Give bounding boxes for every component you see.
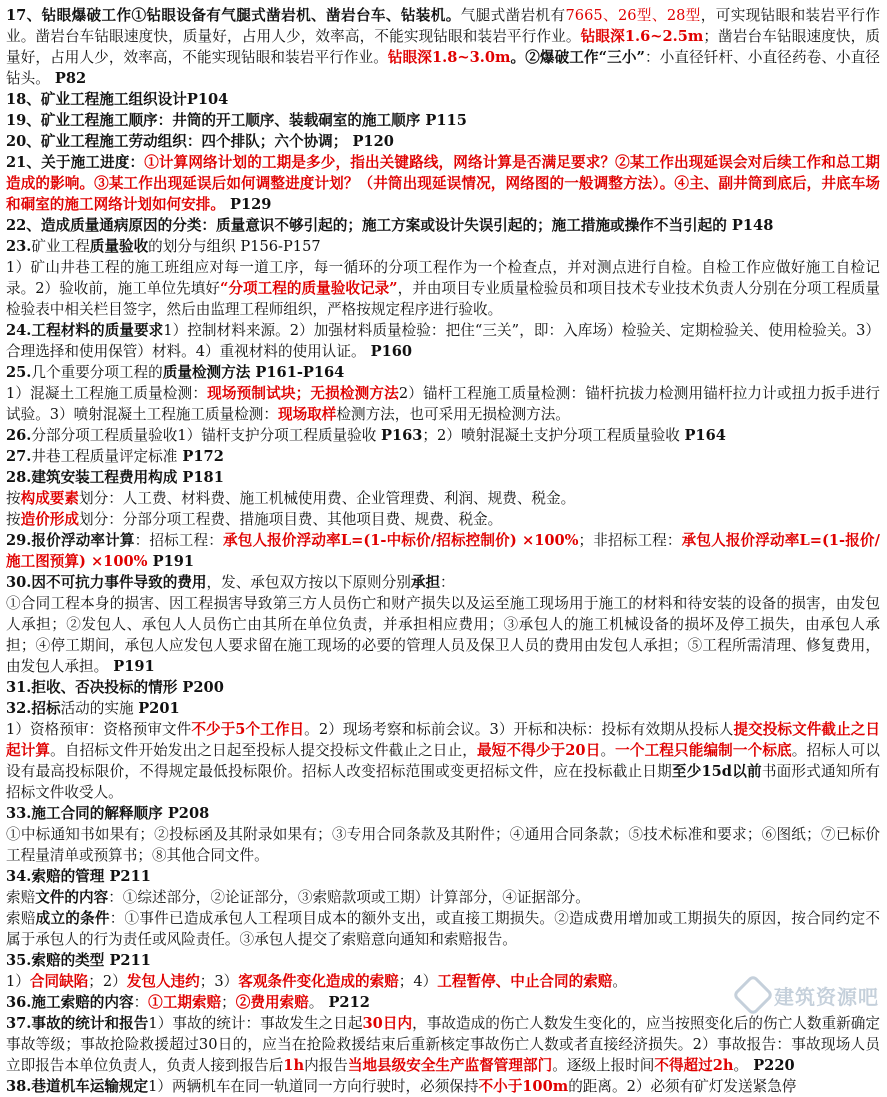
- paragraph: [6, 908, 880, 950]
- text-segment: 不得超过2h: [654, 1057, 734, 1074]
- text-segment: 施工索赔的内容: [31, 994, 134, 1011]
- page-reference: P191: [147, 553, 195, 570]
- text-segment: 27.: [6, 448, 32, 465]
- text-segment: ；2）: [88, 973, 127, 990]
- text-segment: 现场预制试块；无损检测方法: [207, 385, 399, 402]
- text-segment: 按: [6, 511, 21, 528]
- paragraph: [6, 677, 880, 698]
- text-segment: ，可实现钻眼和装岩平行作业。凿岩台车钻眼速度快，质量好，占用人少，效率高，不能实现钻眼和装岩平行作业。: [6, 7, 880, 45]
- text-segment: 17、钻眼爆破工作①钻眼设备有气腿式凿岩机、凿岩台车、钻装机。: [6, 7, 461, 24]
- text-segment: 26.: [6, 427, 32, 444]
- text-segment: 33.施工合同的解释顺序: [6, 805, 163, 822]
- page-reference: P148: [726, 217, 774, 234]
- text-segment: 客观条件变化造成的索赔: [238, 973, 399, 990]
- text-segment: 19、矿业工程施工顺序：井筒的开工顺序、装载硐室的施工顺序: [6, 112, 421, 129]
- text-segment: 。自招标文件开始发出之日起至投标人提交投标文件截止之日止，: [50, 742, 477, 759]
- paragraph: [6, 593, 880, 677]
- text-segment: ，发、承包双方按以下原则分别: [206, 574, 411, 591]
- text-segment: ：小直径钎杆、小直径药卷、小直径钻头。: [6, 49, 880, 87]
- page-reference: P212: [323, 994, 370, 1011]
- paragraph: [6, 152, 880, 215]
- text-segment: 检测方法，也可采用无损检测方法。: [336, 406, 570, 423]
- page-reference: P164: [684, 427, 726, 444]
- text-segment: ，并由项目专业质量检验员和项目技术专业技术负责人分别在分项工程质量检验表中相关栏目签字，然后由监理工程师组织，严格按规定程序进行验收。: [6, 280, 880, 318]
- text-segment: 发包人违约: [126, 973, 200, 990]
- text-segment: 承包人报价浮动率L=(1-中标价/招标控制价) ×100%: [223, 532, 579, 549]
- text-segment: 划分：分部分项工程费、措施项目费、其他项目费、规费、税金。: [79, 511, 503, 528]
- text-segment: 1）控制材料来源。2）加强材料质量检验：把住“三关”，即：入库场）检验关、定期检验关、使用检验关。3）合理选择和使用保管）材料。4）重视材料的使用认证。: [6, 322, 881, 360]
- paragraph: [6, 257, 880, 320]
- text-segment: 1）资格预审：资格预审文件: [6, 721, 192, 738]
- text-segment: 按: [6, 490, 21, 507]
- text-segment: 18、矿业工程施工组织设计P104: [6, 91, 229, 108]
- paragraph: [6, 950, 880, 971]
- text-segment: 几个重要分项工程的: [31, 364, 163, 381]
- text-segment: 内报告: [304, 1057, 348, 1074]
- text-segment: 。: [612, 973, 628, 990]
- text-segment: 的距离。2）必须有矿灯发送紧急停: [568, 1078, 797, 1095]
- text-segment: 质量验收: [89, 238, 149, 255]
- text-segment: 井巷工程质量评定标准: [31, 448, 178, 465]
- text-segment: 28.建筑安装工程费用构成: [6, 469, 178, 486]
- text-segment: ，事故造成的伤亡人数发生变化的，应当按照变化后的伤亡人数重新确定事故等级；事故抢险救援超过30日的，应当在抢险救援结束后重新核定事故伤亡人数或者直接经济损失。2）事故报告：事故现场人员立即报告本单位负责人，负责人接到报告后: [6, 1015, 881, 1074]
- paragraph: [6, 383, 880, 425]
- paragraph: [6, 467, 880, 488]
- text-segment: 32.招标: [6, 700, 61, 717]
- page-reference: P191: [108, 658, 155, 675]
- paragraph: [6, 1013, 880, 1076]
- text-segment: 承担: [410, 574, 441, 591]
- paragraph: [6, 425, 880, 446]
- text-segment: 合同缺陷: [29, 973, 89, 990]
- text-segment: 钻眼深1.6~2.5m: [580, 28, 704, 45]
- text-segment: 的划分与组织 P156-P157: [148, 238, 321, 255]
- text-segment: 30.因不可抗力事件导致的费用: [6, 574, 207, 591]
- paragraph: [6, 110, 880, 131]
- paragraph: [6, 362, 880, 383]
- text-segment: 当地县级安全生产监督管理部门: [347, 1057, 553, 1074]
- text-segment: 22、造成质量通病原因的分类：质量意识不够引起的；施工方案或设计失误引起的；施工措施或操作不当引起的: [6, 217, 727, 234]
- text-segment: ②费用索赔: [235, 994, 309, 1011]
- text-segment: 。: [733, 1057, 749, 1074]
- text-segment: 。招标人可以设有最高投标限价，不得规定最低投标限价。招标人改变招标范围或变更招标文件，应在投标截止日期: [6, 742, 880, 780]
- text-segment: ；4）: [398, 973, 438, 990]
- paragraph: [6, 971, 880, 992]
- text-segment: 提交投标文件截止之日起计算: [6, 721, 880, 759]
- text-segment: 质量检测方法: [162, 364, 251, 381]
- page-reference: P172: [177, 448, 224, 465]
- paragraph: [6, 803, 880, 824]
- text-segment: ；凿岩台车钻眼速度快，质量好，占用人少，效率高，不能实现钻眼和装岩平行作业。: [6, 28, 880, 66]
- text-segment: 不小于100m: [478, 1078, 569, 1095]
- text-segment: ①中标通知书如果有；②投标函及其附录如果有；③专用合同条款及其附件；④通用合同条款；⑤技术标准和要求；⑥图纸；⑦已标价工程量清单或预算书；⑧其他合同文件。: [6, 826, 880, 864]
- text-segment: 索赔: [6, 889, 36, 906]
- text-segment: ：招标工程：: [134, 532, 223, 549]
- text-segment: 构成要素: [20, 490, 79, 507]
- text-segment: 1）矿山井巷工程的施工班组应对每一道工序，每一循环的分项工程作为一个检查点，并对测点进行自检。自检工作应做好施工自检记录。2）验收前，施工单位先填好: [6, 259, 880, 297]
- text-segment: 36.: [6, 994, 32, 1011]
- paragraph: [6, 236, 880, 257]
- paragraph: [6, 572, 880, 593]
- text-segment: 34.索赔的管理: [6, 868, 105, 885]
- text-segment: ；2）喷射混凝土支护分项工程质量验收: [422, 427, 685, 444]
- text-segment: 至少15d以前: [671, 763, 762, 780]
- text-segment: 1h: [283, 1057, 305, 1074]
- text-segment: 工程暂停、中止合同的索赔: [437, 973, 613, 990]
- page-reference: P181: [177, 469, 224, 486]
- paragraph: [6, 89, 880, 110]
- paragraph: [6, 887, 880, 908]
- text-segment: “分项工程的质量验收记录”: [219, 280, 398, 297]
- paragraph: [6, 509, 880, 530]
- paragraph: [6, 698, 880, 719]
- text-segment: ①合同工程本身的损害、因工程损害导致第三方人员伤亡和财产损失以及运至施工现场用于施工的材料和待安装的设备的损害，由发包人承担；②发包人、承包人人员伤亡由其所在单位负责，并承担相应费用；③承包人的施工机械设备的损坏及停工损失，由承包人承担；④停工期间，承包人应发包人要求留在施工现场的必要的管理人员及保卫人员的费用由发包人承担；⑤工程所需清理、修复费用，由发包人承担。: [6, 595, 880, 675]
- text-segment: 35.索赔的类型: [6, 952, 105, 969]
- text-segment: ：①事件已造成承包人工程项目成本的额外支出，或直接工期损失。②造成费用增加或工期损失的原因，按合同约定不属于承包人的行为责任或风险责任。③承包人提交了索赔意向通知和索赔报告。: [6, 910, 880, 948]
- text-segment: 。: [308, 994, 324, 1011]
- page-reference: P129: [224, 196, 272, 213]
- page-reference: P200: [177, 679, 224, 696]
- text-segment: 2）锚杆工程施工质量检测：锚杆抗拔力检测用锚杆拉力计或扭力扳手进行试验。3）喷射混凝土工程施工质量检测：: [6, 385, 880, 423]
- text-segment: ；3）: [199, 973, 239, 990]
- text-segment: 1）两辆机车在同一轨道同一方向行驶时，必须保持: [148, 1078, 479, 1095]
- page-reference: P211: [104, 868, 151, 885]
- page-reference: P120: [347, 133, 394, 150]
- text-segment: 气腿式凿岩机有: [460, 7, 566, 24]
- text-segment: 。②爆破工作“三小”: [510, 49, 645, 66]
- text-segment: 矿业工程: [31, 238, 90, 255]
- text-segment: 29.报价浮动率计算: [6, 532, 135, 549]
- paragraph: [6, 488, 880, 509]
- paragraph: [6, 719, 880, 803]
- page-reference: P220: [748, 1057, 795, 1074]
- text-segment: 20、矿业工程施工劳动组织：四个排队；六个协调；: [6, 133, 348, 150]
- text-segment: ：: [440, 574, 455, 591]
- text-segment: 。2）现场考察和标前会议。3）开标和决标：投标有效期从投标人: [304, 721, 734, 738]
- text-segment: 38.巷道机车运输规定: [6, 1078, 149, 1095]
- text-segment: 分部分项工程质量验收1）锚杆支护分项工程质量验收: [31, 427, 381, 444]
- text-segment: 钻眼深1.8~3.0m: [387, 49, 511, 66]
- text-segment: 划分：人工费、材料费、施工机械使用费、企业管理费、利润、规费、税金。: [79, 490, 576, 507]
- page-reference: P160: [365, 343, 413, 360]
- text-segment: 。: [600, 742, 616, 759]
- paragraph: [6, 866, 880, 887]
- text-segment: 23.: [6, 238, 32, 255]
- text-segment: 1）混凝土工程施工质量检测：: [6, 385, 208, 402]
- text-segment: 1）: [6, 973, 30, 990]
- text-segment: ：: [133, 994, 149, 1011]
- paragraph: [6, 446, 880, 467]
- page-reference: P82: [49, 70, 87, 87]
- paragraph: [6, 5, 880, 89]
- text-segment: 书面形式通知所有招标文件收受人。: [6, 763, 880, 801]
- page-reference: P208: [162, 805, 210, 822]
- page-reference: P161-P164: [250, 364, 345, 381]
- text-segment: 文件的内容: [35, 889, 109, 906]
- text-segment: ：①综述部分，②论证部分，③索赔款项或工期）计算部分，④证据部分。: [108, 889, 590, 906]
- text-segment: 成立的条件: [35, 910, 110, 927]
- paragraph: [6, 530, 880, 572]
- text-segment: 不少于5个工作日: [191, 721, 305, 738]
- text-segment: 承包人报价浮动率L=(1-报价/施工图预算) ×100%: [6, 532, 880, 570]
- text-segment: 一个工程只能编制一个标底: [615, 742, 792, 759]
- text-segment: 37.事故的统计和报告: [6, 1015, 149, 1032]
- text-segment: 造价形成: [20, 511, 79, 528]
- text-segment: 21、关于施工进度：: [6, 154, 145, 171]
- paragraph: [6, 320, 880, 362]
- page-reference: P163: [380, 427, 423, 444]
- text-segment: 25.: [6, 364, 32, 381]
- page-reference: P201: [138, 700, 180, 717]
- watermark-text: 建筑资源吧: [774, 984, 879, 1009]
- text-segment: 7665、26型、28型: [565, 7, 701, 24]
- text-segment: 24.工程材料的质量要求: [6, 322, 164, 339]
- text-segment: 现场取样: [277, 406, 337, 423]
- page-reference: P115: [420, 112, 467, 129]
- paragraph: [6, 1076, 880, 1097]
- text-segment: 1）事故的统计：事故发生之日起: [148, 1015, 363, 1032]
- text-segment: 索赔: [6, 910, 36, 927]
- text-segment: ①计算网络计划的工期是多少，指出关键路线，网络计算是否满足要求？②某工作出现延误会对后续工作和总工期造成的影响。③某工作出现延误后如何调整进度计划？（井筒出现延误情况，网络图的一般调整方法）。④主、副井筒到底后，井底车场和硐室的施工网络计划如何安排。: [6, 154, 880, 213]
- text-segment: ①工期索赔: [148, 994, 222, 1011]
- paragraph: [6, 131, 880, 152]
- paragraph: [6, 215, 880, 236]
- paragraph: [6, 824, 880, 866]
- paragraph: [6, 992, 880, 1013]
- text-segment: 最短不得少于20日: [476, 742, 601, 759]
- text-segment: 。逐级上报时间: [552, 1057, 655, 1074]
- text-segment: 活动的实施: [60, 700, 139, 717]
- text-segment: 30日内: [362, 1015, 413, 1032]
- page-reference: P211: [104, 952, 151, 969]
- text-segment: 31.拒收、否决投标的情形: [6, 679, 178, 696]
- text-segment: ；非招标工程：: [578, 532, 682, 549]
- text-segment: ；: [221, 994, 236, 1011]
